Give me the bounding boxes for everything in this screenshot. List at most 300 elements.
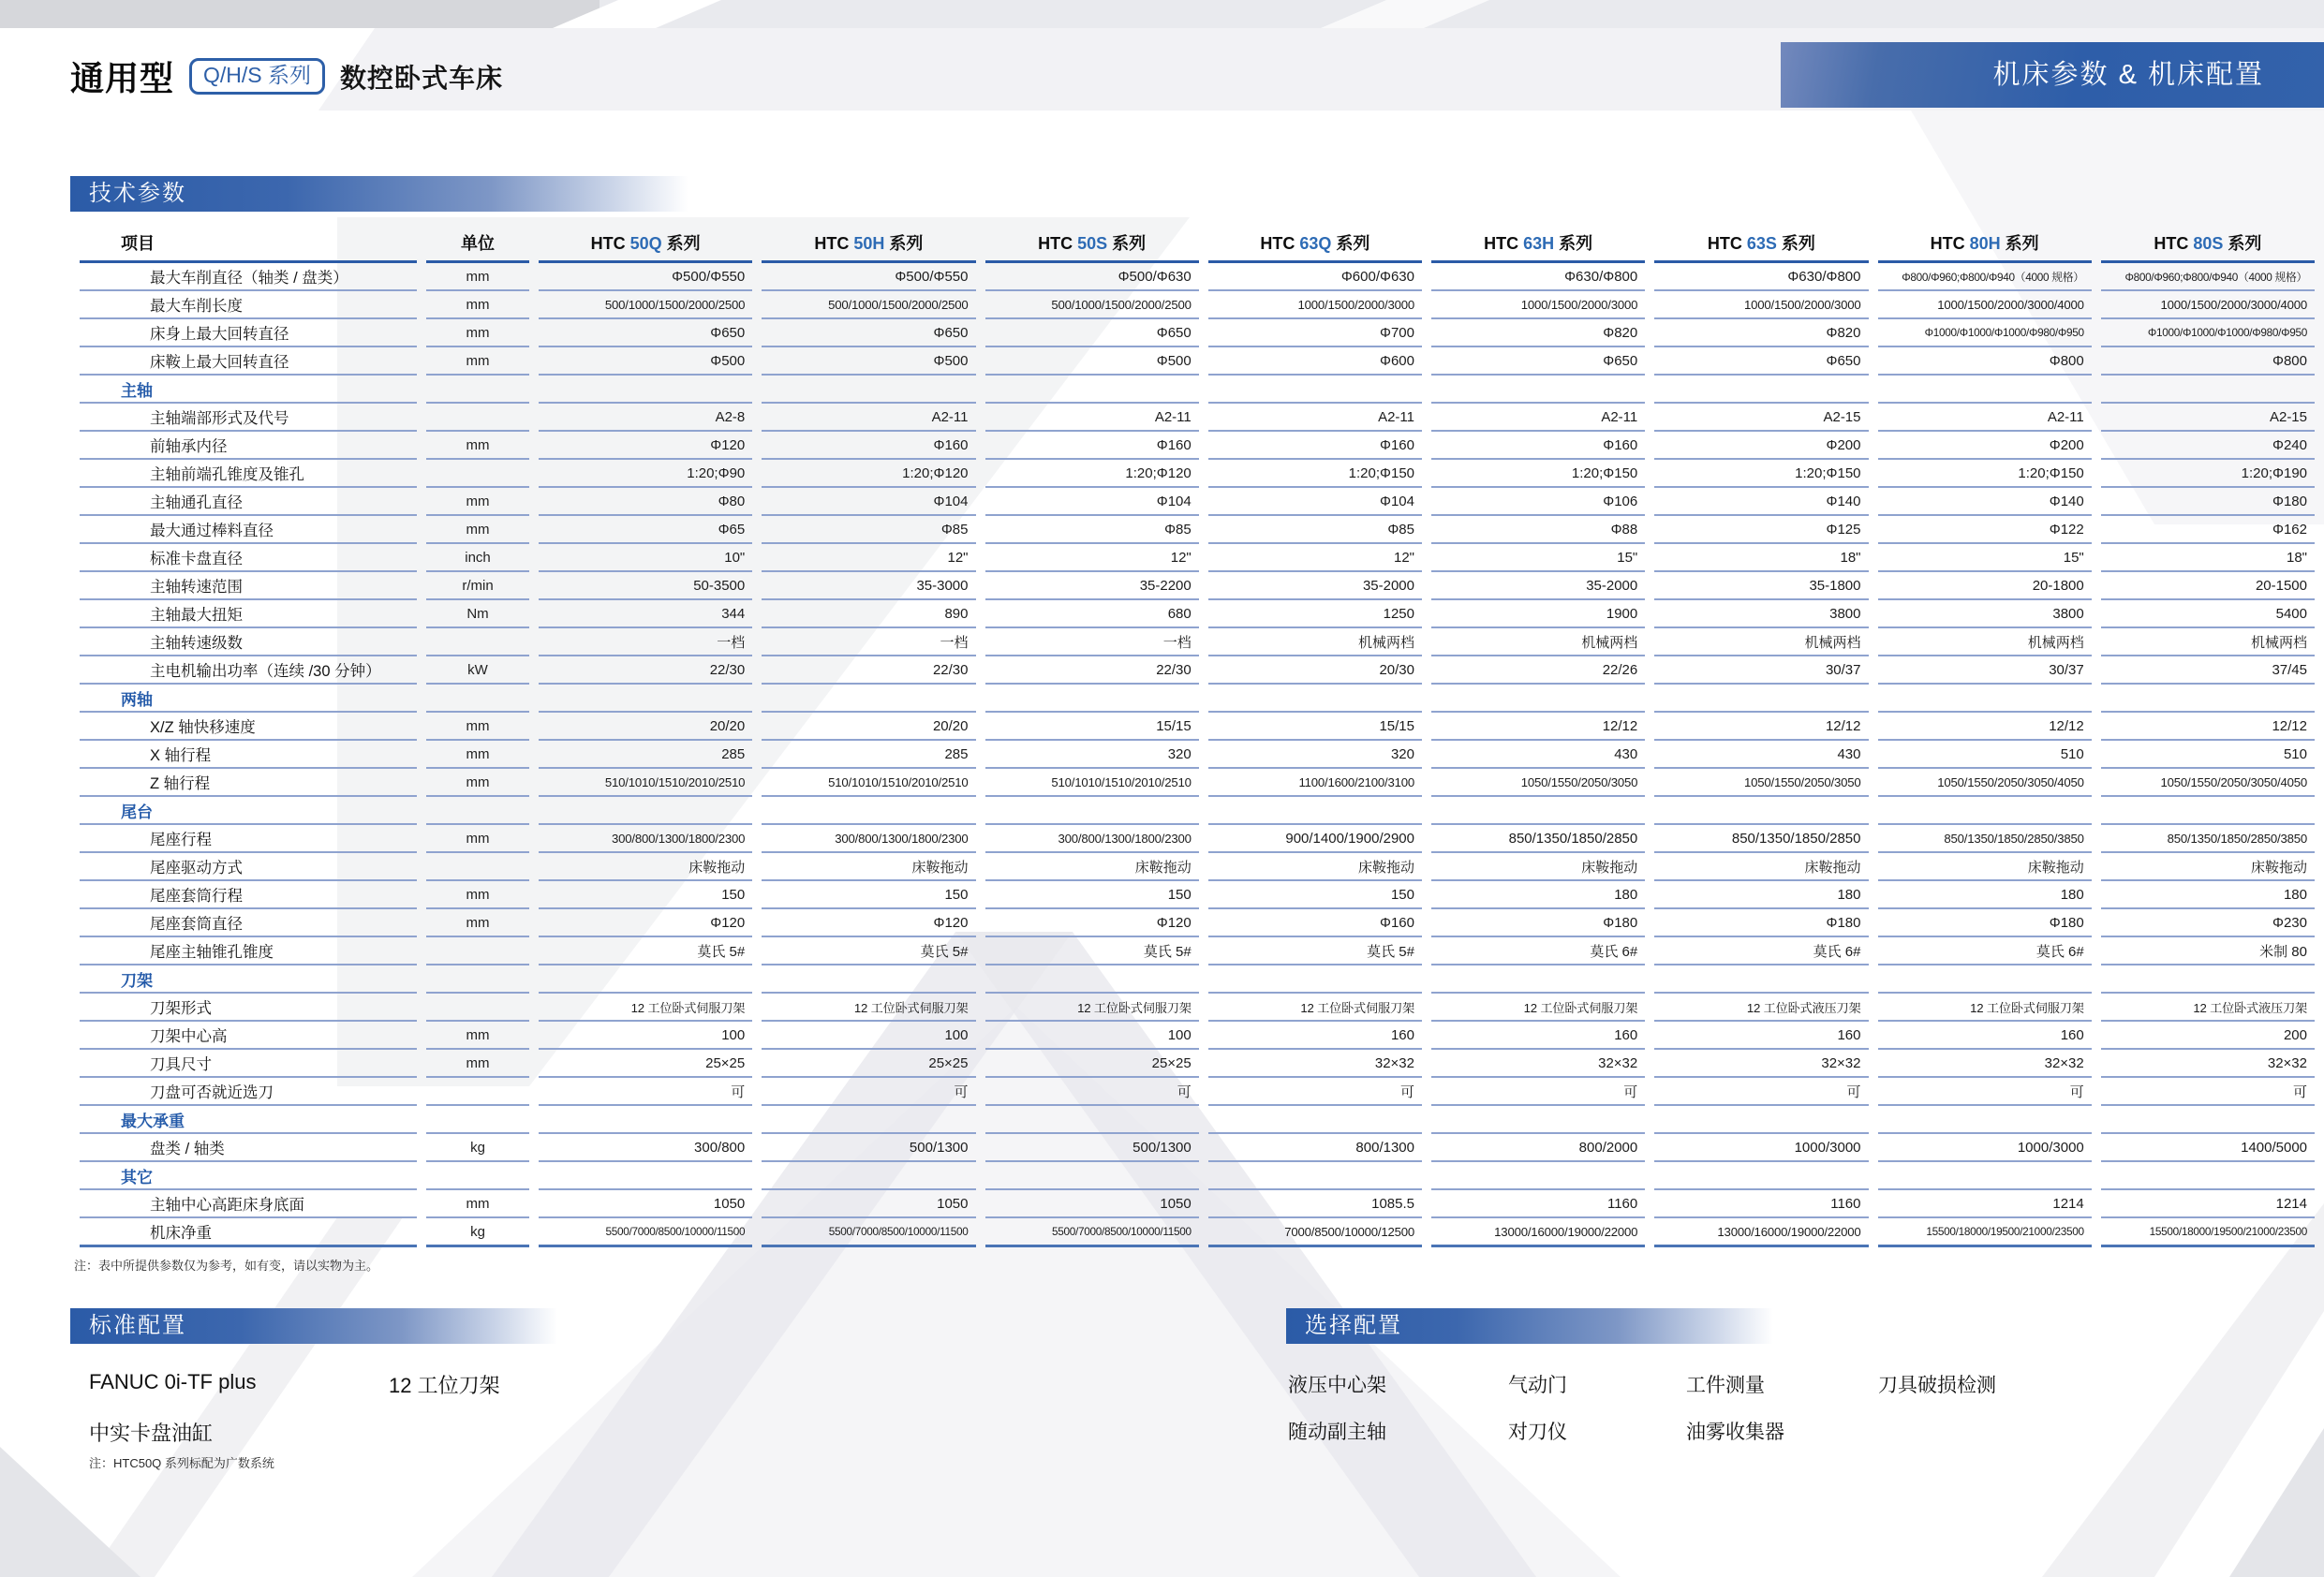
spec-cell-value: Φ180 [1431,909,1645,937]
spec-cell-value [1431,965,1645,994]
spec-cell-value: Φ800 [1878,347,2092,376]
col-header-series: HTC 63S 系列 [1654,217,1868,263]
spec-cell-value: 莫氏 6# [1878,937,2092,965]
spec-cell-value: 1000/3000 [1878,1134,2092,1162]
series-badge: Q/H/S 系列 [189,58,325,96]
spec-cell-value: 莫氏 5# [539,937,752,965]
spec-cell-value: 1000/3000 [1654,1134,1868,1162]
spec-cell-value: 20/20 [539,713,752,741]
spec-cell-value [1654,376,1868,404]
spec-cell-value: 32×32 [1878,1050,2092,1078]
spec-cell-value: 床鞍拖动 [2101,853,2315,881]
spec-cell-value: 150 [1208,881,1422,909]
spec-cell-unit: mm [426,263,529,291]
spec-cell-value: 500/1300 [762,1134,975,1162]
spec-cell-value: Φ500 [539,347,752,376]
spec-cell-unit: mm [426,1022,529,1050]
spec-row [80,291,2315,319]
spec-cell-value [1654,685,1868,713]
spec-cell-value: 285 [539,741,752,769]
spec-cell-value: A2-11 [1431,404,1645,432]
section-label: 其它 [80,1162,417,1190]
spec-row [80,460,2315,488]
spec-item-label: 尾座套筒直径 [80,909,417,937]
spec-cell-value [985,797,1199,825]
spec-item-label: 尾座驱动方式 [80,853,417,881]
spec-cell-value: 机械两档 [2101,628,2315,656]
spec-cell-value: 900/1400/1900/2900 [1208,825,1422,853]
spec-item-label: 主轴中心高距床身底面 [80,1190,417,1218]
spec-cell-value: 床鞍拖动 [539,853,752,881]
spec-cell-value [1878,1106,2092,1134]
spec-cell-value: 850/1350/1850/2850 [1654,825,1868,853]
spec-cell-value: 12" [762,544,975,572]
spec-cell-unit [426,1162,529,1190]
spec-cell-value: Φ180 [1654,909,1868,937]
spec-cell-value: 22/30 [985,656,1199,685]
spec-cell-value: 1:20;Φ120 [985,460,1199,488]
col-header-series: HTC 80S 系列 [2101,217,2315,263]
spec-cell-value [1208,965,1422,994]
spec-cell-value: 500/1000/1500/2000/2500 [762,291,975,319]
col-header-series: HTC 80H 系列 [1878,217,2092,263]
spec-cell-value: Φ650 [762,319,975,347]
spec-cell-value: Φ160 [985,432,1199,460]
spec-item-label: 主轴转速范围 [80,572,417,600]
spec-cell-value: 床鞍拖动 [1654,853,1868,881]
spec-cell-value: 床鞍拖动 [1208,853,1422,881]
spec-cell-value: 1000/1500/2000/3000 [1208,291,1422,319]
spec-cell-value: 35-2200 [985,572,1199,600]
spec-cell-value: 800/1300 [1208,1134,1422,1162]
spec-cell-value: 344 [539,600,752,628]
spec-cell-value: 床鞍拖动 [762,853,975,881]
spec-cell-value: 12 工位卧式伺服刀架 [762,994,975,1022]
spec-cell-value: A2-11 [1878,404,2092,432]
spec-cell-value [2101,685,2315,713]
spec-cell-value: 150 [539,881,752,909]
spec-cell-value: Φ230 [2101,909,2315,937]
spec-row [80,1050,2315,1078]
spec-cell-value: 1085.5 [1208,1190,1422,1218]
spec-cell-value: Φ160 [1208,432,1422,460]
spec-cell-value: Φ650 [539,319,752,347]
spec-item-label: 最大车削直径（轴类 / 盘类） [80,263,417,291]
spec-table [70,217,2324,1247]
spec-cell-value: 500/1300 [985,1134,1199,1162]
spec-cell-value: 3800 [1878,600,2092,628]
spec-cell-value [2101,1106,2315,1134]
section-row [80,797,2315,825]
spec-item-label: 机床净重 [80,1218,417,1247]
page-banner: 机床参数 & 机床配置 [1781,42,2324,108]
standard-config-note: 注：HTC50Q 系列标配为广数系统 [89,1456,274,1470]
spec-cell-value: 680 [985,600,1199,628]
config-item: 油雾收集器 [1686,1422,1784,1443]
config-item: 中实卡盘油缸 [89,1422,214,1445]
spec-item-label: 刀架中心高 [80,1022,417,1050]
spec-cell-value: 1050 [762,1190,975,1218]
spec-cell-value: 180 [1431,881,1645,909]
spec-cell-value: Φ800 [2101,347,2315,376]
spec-item-label: 最大车削长度 [80,291,417,319]
spec-cell-value [1878,685,2092,713]
spec-item-label: 前轴承内径 [80,432,417,460]
spec-cell-value [539,797,752,825]
spec-cell-value: A2-8 [539,404,752,432]
spec-cell-value [762,1162,975,1190]
spec-cell-value: Φ630/Φ800 [1654,263,1868,291]
spec-row [80,656,2315,685]
spec-row [80,347,2315,376]
spec-cell-value: 12/12 [1431,713,1645,741]
spec-cell-value: 床鞍拖动 [1878,853,2092,881]
spec-cell-value: 1000/1500/2000/3000/4000 [1878,291,2092,319]
spec-cell-value: 800/2000 [1431,1134,1645,1162]
spec-cell-value: 1160 [1654,1190,1868,1218]
spec-header-row [80,217,2315,263]
spec-cell-value: 10" [539,544,752,572]
spec-cell-value: 12" [1208,544,1422,572]
spec-cell-value: 30/37 [1878,656,2092,685]
spec-cell-value: 32×32 [1654,1050,1868,1078]
spec-cell-value: 12 工位卧式液压刀架 [1654,994,1868,1022]
spec-cell-value: 12/12 [1654,713,1868,741]
spec-table-container [70,217,2324,1274]
spec-cell-value: A2-11 [1208,404,1422,432]
spec-cell-value: 510/1010/1510/2010/2510 [985,769,1199,797]
optional-config-items [1288,1370,1996,1445]
spec-cell-value: Φ600 [1208,347,1422,376]
spec-cell-value: 机械两档 [1654,628,1868,656]
spec-cell-value: 500/1000/1500/2000/2500 [985,291,1199,319]
spec-cell-value: 可 [2101,1078,2315,1106]
spec-cell-value: Φ650 [1431,347,1645,376]
spec-cell-value: 1900 [1431,600,1645,628]
spec-cell-value [1654,965,1868,994]
spec-cell-value: 1050/1550/2050/3050/4050 [1878,769,2092,797]
spec-cell-value: Φ630/Φ800 [1431,263,1645,291]
spec-cell-value: 1:20;Φ120 [762,460,975,488]
spec-cell-value: 莫氏 5# [985,937,1199,965]
spec-cell-value: 1050 [539,1190,752,1218]
spec-cell-unit: mm [426,319,529,347]
spec-cell-value [762,1106,975,1134]
spec-cell-unit [426,460,529,488]
standard-config-items [89,1370,500,1447]
spec-cell-value: 机械两档 [1431,628,1645,656]
spec-cell-unit [426,628,529,656]
spec-cell-value: 1:20;Φ150 [1208,460,1422,488]
col-header-item: 项目 [80,217,417,263]
spec-cell-value [985,965,1199,994]
spec-cell-value [1878,965,2092,994]
spec-cell-value: 22/30 [762,656,975,685]
spec-cell-value [1654,797,1868,825]
spec-cell-unit: mm [426,881,529,909]
spec-cell-value: 1:20;Φ190 [2101,460,2315,488]
spec-cell-value [985,376,1199,404]
spec-cell-value: 20/20 [762,713,975,741]
spec-cell-value: 850/1350/1850/2850/3850 [2101,825,2315,853]
spec-cell-value: Φ120 [539,432,752,460]
spec-cell-unit: mm [426,291,529,319]
spec-cell-value [762,965,975,994]
spec-cell-value: 18" [1654,544,1868,572]
section-row [80,376,2315,404]
spec-cell-value: Φ104 [985,488,1199,516]
spec-row [80,516,2315,544]
spec-item-label: 尾座主轴锥孔锥度 [80,937,417,965]
spec-cell-value: 一档 [985,628,1199,656]
spec-row [80,488,2315,516]
spec-cell-unit: r/min [426,572,529,600]
spec-item-label: 床鞍上最大回转直径 [80,347,417,376]
page-subtitle: 数控卧式车床 [340,63,504,93]
spec-cell-value: 可 [985,1078,1199,1106]
section-row [80,685,2315,713]
spec-cell-value: 320 [1208,741,1422,769]
spec-cell-value: 1050/1550/2050/3050 [1654,769,1868,797]
spec-cell-value: 可 [1878,1078,2092,1106]
spec-cell-unit: kg [426,1218,529,1247]
spec-row [80,432,2315,460]
spec-cell-value: 1:20;Φ90 [539,460,752,488]
spec-cell-value: 20-1800 [1878,572,2092,600]
spec-table-body [80,263,2315,1247]
spec-cell-value: 300/800/1300/1800/2300 [762,825,975,853]
spec-cell-value: 7000/8500/10000/12500 [1208,1218,1422,1247]
spec-cell-value: 25×25 [539,1050,752,1078]
config-item: 液压中心架 [1288,1375,1386,1396]
spec-cell-value [1208,376,1422,404]
spec-cell-value: 5500/7000/8500/10000/11500 [762,1218,975,1247]
spec-cell-value: 37/45 [2101,656,2315,685]
spec-cell-value [539,685,752,713]
spec-item-label: X 轴行程 [80,741,417,769]
spec-row [80,713,2315,741]
spec-row [80,825,2315,853]
spec-cell-value: A2-15 [1654,404,1868,432]
spec-cell-value: 1250 [1208,600,1422,628]
page-header [70,52,503,100]
spec-item-label: X/Z 轴快移速度 [80,713,417,741]
spec-cell-value: Φ160 [1431,432,1645,460]
spec-cell-value [1654,1162,1868,1190]
spec-cell-value: Φ500/Φ550 [762,263,975,291]
spec-cell-value: 1050 [985,1190,1199,1218]
spec-cell-value: 莫氏 5# [762,937,975,965]
spec-cell-value: 25×25 [762,1050,975,1078]
spec-cell-value: Φ85 [1208,516,1422,544]
spec-row [80,741,2315,769]
spec-cell-unit: mm [426,713,529,741]
spec-cell-value: 1:20;Φ150 [1878,460,2092,488]
spec-cell-value: Φ820 [1654,319,1868,347]
spec-cell-value: Φ125 [1654,516,1868,544]
spec-cell-value: 500/1000/1500/2000/2500 [539,291,752,319]
spec-cell-value: 15" [1878,544,2092,572]
spec-cell-value: 20-1500 [2101,572,2315,600]
col-header-series: HTC 63Q 系列 [1208,217,1422,263]
spec-cell-value: Φ650 [985,319,1199,347]
section-label: 刀架 [80,965,417,994]
spec-cell-value [1208,685,1422,713]
spec-cell-value: Φ120 [539,909,752,937]
spec-cell-value: 30/37 [1654,656,1868,685]
spec-cell-value: 床鞍拖动 [985,853,1199,881]
spec-cell-value: 12 工位卧式伺服刀架 [985,994,1199,1022]
spec-item-label: 尾座套筒行程 [80,881,417,909]
spec-cell-unit [426,685,529,713]
spec-cell-value: Φ180 [2101,488,2315,516]
spec-cell-value: 一档 [539,628,752,656]
spec-cell-value: 160 [1431,1022,1645,1050]
bg-top-band-dark [0,0,600,28]
spec-cell-value: Φ80 [539,488,752,516]
spec-cell-value: 180 [1654,881,1868,909]
spec-cell-value: 1100/1600/2100/3100 [1208,769,1422,797]
spec-cell-value: 35-2000 [1431,572,1645,600]
spec-cell-value [762,685,975,713]
config-item: 工件测量 [1686,1375,1765,1396]
spec-cell-value: Φ200 [1878,432,2092,460]
spec-cell-value: 1214 [1878,1190,2092,1218]
spec-cell-value: 15" [1431,544,1645,572]
spec-cell-unit: mm [426,741,529,769]
spec-cell-value [1878,1162,2092,1190]
spec-cell-value [2101,376,2315,404]
spec-cell-value: A2-11 [762,404,975,432]
spec-row [80,853,2315,881]
spec-item-label: 最大通过棒料直径 [80,516,417,544]
spec-cell-value: 510 [1878,741,2092,769]
spec-cell-value: 32×32 [1431,1050,1645,1078]
spec-cell-value: 320 [985,741,1199,769]
spec-cell-unit: mm [426,488,529,516]
spec-cell-value: 15/15 [985,713,1199,741]
spec-cell-value: Φ65 [539,516,752,544]
spec-cell-value: 1050/1550/2050/3050/4050 [2101,769,2315,797]
spec-cell-value: 15500/18000/19500/21000/23500 [2101,1218,2315,1247]
spec-cell-unit: mm [426,909,529,937]
config-item: FANUC 0i-TF plus [89,1370,257,1393]
spec-item-label: 刀架形式 [80,994,417,1022]
spec-cell-value: Φ85 [762,516,975,544]
spec-cell-value: 米制 80 [2101,937,2315,965]
spec-cell-value: 床鞍拖动 [1431,853,1645,881]
spec-cell-unit: inch [426,544,529,572]
spec-cell-value [2101,797,2315,825]
spec-cell-unit: kg [426,1134,529,1162]
spec-cell-unit [426,853,529,881]
spec-cell-unit [426,376,529,404]
spec-cell-value: Φ160 [762,432,975,460]
spec-cell-unit [426,937,529,965]
standard-config-title: 标准配置 [70,1308,557,1344]
spec-cell-value: 100 [985,1022,1199,1050]
spec-row [80,600,2315,628]
spec-cell-value [1654,1106,1868,1134]
spec-item-label: 床身上最大回转直径 [80,319,417,347]
col-header-series: HTC 50Q 系列 [539,217,752,263]
spec-cell-value: 12" [985,544,1199,572]
spec-cell-value: Φ600/Φ630 [1208,263,1422,291]
spec-cell-value: 35-3000 [762,572,975,600]
spec-cell-value: 35-1800 [1654,572,1868,600]
spec-cell-value [1431,685,1645,713]
spec-cell-value: 22/26 [1431,656,1645,685]
spec-cell-value: 35-2000 [1208,572,1422,600]
spec-cell-value: Φ1000/Φ1000/Φ1000/Φ980/Φ950 [1878,319,2092,347]
spec-cell-value: 3800 [1654,600,1868,628]
spec-cell-value: 850/1350/1850/2850 [1431,825,1645,853]
config-item: 刀具破损检测 [1878,1375,1996,1396]
spec-cell-value: 莫氏 6# [1654,937,1868,965]
spec-cell-value [985,1162,1199,1190]
spec-cell-value: Φ820 [1431,319,1645,347]
spec-cell-value: 5400 [2101,600,2315,628]
spec-cell-unit [426,965,529,994]
spec-cell-value [1431,797,1645,825]
spec-cell-value: 可 [1431,1078,1645,1106]
spec-cell-value: 1000/1500/2000/3000 [1654,291,1868,319]
spec-item-label: 主轴通孔直径 [80,488,417,516]
spec-cell-value: Φ500 [985,347,1199,376]
spec-cell-value: 1000/1500/2000/3000/4000 [2101,291,2315,319]
spec-cell-value [539,376,752,404]
spec-cell-value: Φ120 [762,909,975,937]
spec-cell-value [1878,376,2092,404]
spec-cell-value [2101,1162,2315,1190]
spec-cell-value: Φ85 [985,516,1199,544]
spec-cell-value: Φ120 [985,909,1199,937]
spec-cell-value: 1160 [1431,1190,1645,1218]
spec-cell-value: 12 工位卧式伺服刀架 [1208,994,1422,1022]
section-row [80,965,2315,994]
spec-cell-value: Φ106 [1431,488,1645,516]
spec-cell-value [1878,797,2092,825]
config-item: 随动副主轴 [1288,1422,1386,1443]
spec-cell-unit: mm [426,1050,529,1078]
spec-row [80,937,2315,965]
spec-cell-value: Φ122 [1878,516,2092,544]
spec-cell-value: Φ200 [1654,432,1868,460]
bg-corner-triangle [2229,1428,2324,1577]
spec-cell-value: 150 [762,881,975,909]
spec-cell-value: 一档 [762,628,975,656]
spec-cell-value: 180 [2101,881,2315,909]
spec-cell-value: 510/1010/1510/2010/2510 [762,769,975,797]
spec-row [80,909,2315,937]
spec-cell-value [1208,797,1422,825]
spec-row [80,1078,2315,1106]
spec-cell-unit [426,994,529,1022]
spec-row [80,1022,2315,1050]
spec-cell-unit [426,1106,529,1134]
spec-cell-unit: mm [426,825,529,853]
spec-cell-value: 机械两档 [1208,628,1422,656]
section-label: 主轴 [80,376,417,404]
spec-cell-value: 25×25 [985,1050,1199,1078]
spec-cell-value: 莫氏 6# [1431,937,1645,965]
spec-item-label: 主轴端部形式及代号 [80,404,417,432]
spec-cell-value: 22/30 [539,656,752,685]
spec-cell-value: 1050/1550/2050/3050 [1431,769,1645,797]
spec-cell-value: 13000/16000/19000/22000 [1654,1218,1868,1247]
col-header-unit: 单位 [426,217,529,263]
spec-cell-value: Φ140 [1654,488,1868,516]
